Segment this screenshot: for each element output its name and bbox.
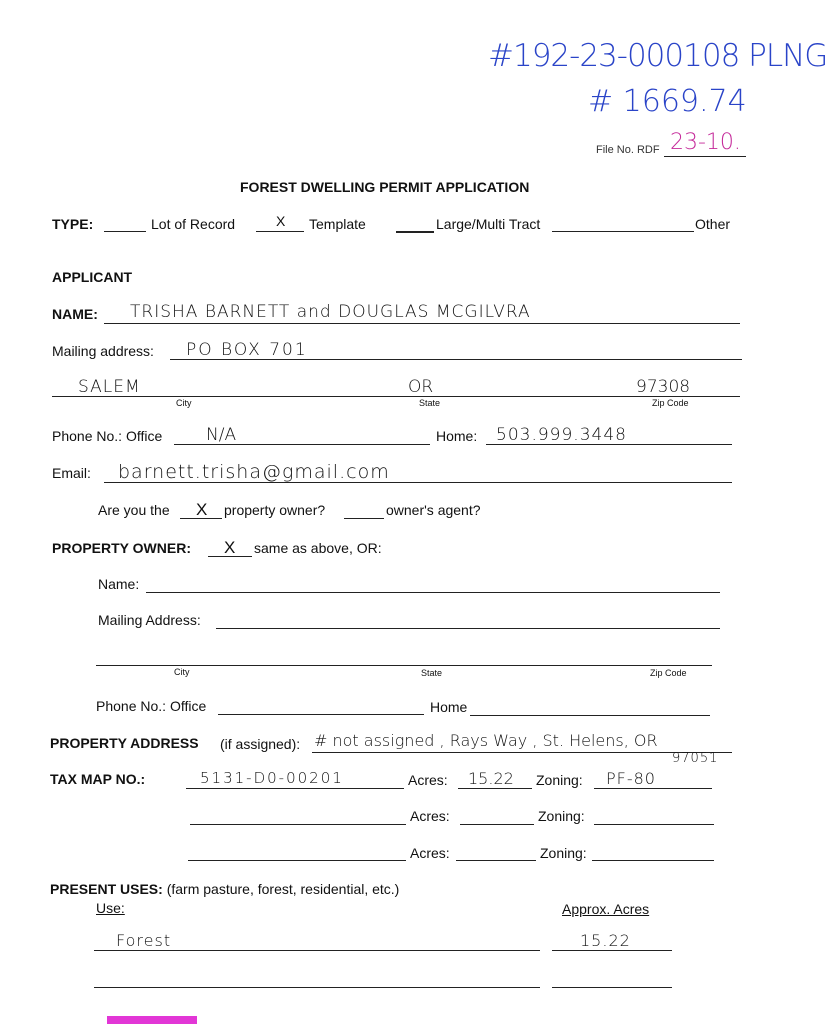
home-phone-label: Home: [436,428,478,444]
owner-state-caption: State [421,668,443,678]
zoning-label-1: Zoning: [536,772,583,788]
applicant-state-value: OR [408,377,434,397]
use-acres-line-2[interactable] [552,987,672,988]
use-line-2[interactable] [94,987,540,988]
template-label: Template [309,216,366,232]
property-address-note: (if assigned): [220,736,301,752]
owner-home-label: Home [430,699,468,715]
lot-of-record-blank[interactable] [104,231,146,232]
file-no-label: File No. RDF [596,144,660,156]
template-blank[interactable] [256,231,304,232]
owners-agent-blank[interactable] [344,518,384,519]
acres-line-2[interactable] [460,824,534,825]
large-multi-label: Large/Multi Tract [436,216,541,232]
use-column-label: Use: [96,900,125,916]
zoning-line-3[interactable] [592,860,714,861]
owners-agent-question: owner's agent? [386,502,481,518]
zoning-label-2: Zoning: [538,808,585,824]
highlight-mark [107,1016,197,1024]
zip-caption: Zip Code [652,398,689,408]
owner-city-state-zip-line[interactable] [96,665,712,666]
applicant-zip-value: 97308 [636,377,691,397]
acres-line-3[interactable] [456,860,536,861]
applicant-name-label: NAME: [52,306,98,322]
page-title: FOREST DWELLING PERMIT APPLICATION [240,179,530,195]
tax-map-line-3[interactable] [188,860,406,861]
present-uses-note: (farm pasture, forest, residential, etc.) [166,881,400,897]
tax-map-value-1: 5131-D0-00201 [200,769,344,787]
property-owner-question: property owner? [224,502,326,518]
property-address-value: # not assigned , Rays Way , St. Helens, OR [314,731,658,750]
applicant-name-value: TRISHA BARNETT and DOUGLAS MCGILVRA [130,302,531,322]
tax-map-label: TAX MAP NO.: [50,771,146,787]
present-uses-heading: PRESENT USES: [50,881,163,897]
same-as-above-label: same as above, OR: [254,540,382,556]
city-caption: City [176,398,192,408]
property-address-line[interactable] [312,752,732,753]
zoning-label-3: Zoning: [540,845,587,861]
phone-office-label: Phone No.: Office [52,428,163,444]
owner-home-line[interactable] [470,715,710,716]
mailing-address-value: PO BOX 701 [186,340,308,360]
property-owner-check-mark: X [196,500,208,519]
file-no-line [664,156,746,157]
approx-acres-column-label: Approx. Acres [562,901,650,917]
zoning-line-2[interactable] [594,824,714,825]
type-label: TYPE: [52,216,94,232]
email-label: Email: [52,465,91,481]
applicant-city-value: SALEM [78,377,141,397]
lot-of-record-label: Lot of Record [151,216,236,232]
file-no-handwritten: 23-10. [670,130,741,155]
owner-city-caption: City [174,667,190,677]
use-acres-value-1: 15.22 [580,931,631,950]
acres-line-1[interactable] [458,788,532,789]
template-check-mark: X [276,213,286,229]
property-owner-heading: PROPERTY OWNER: [52,540,191,556]
use-value-1: Forest [116,931,172,950]
phone-office-value: N/A [206,425,237,445]
owner-zip-caption: Zip Code [650,668,687,678]
zoning-line-1[interactable] [594,788,712,789]
owner-phone-office-label: Phone No.: Office [96,698,207,714]
email-value: barnett.trisha@gmail.com [118,461,390,483]
property-address-heading: PROPERTY ADDRESS [50,735,199,751]
case-number-handwritten: #192-23-000108 PLNG [488,38,827,74]
fee-handwritten: # 1669.74 [588,84,747,119]
acres-label-1: Acres: [408,772,448,788]
applicant-name-line[interactable] [104,323,740,324]
other-label: Other [695,216,731,232]
acres-label-2: Acres: [410,808,450,824]
owner-name-label: Name: [98,576,140,592]
owner-phone-office-line[interactable] [218,714,424,715]
owner-mailing-line[interactable] [216,628,720,629]
tax-map-line-2[interactable] [190,824,406,825]
acres-label-3: Acres: [410,845,450,861]
other-blank[interactable] [552,231,694,232]
applicant-heading: APPLICANT [52,269,133,285]
large-multi-blank[interactable] [396,231,434,233]
home-phone-value: 503.999.3448 [496,425,627,445]
present-uses-heading-row [50,881,399,897]
tax-map-line-1[interactable] [186,788,404,789]
property-address-zip: 97051 [672,751,719,766]
owner-name-line[interactable] [146,592,720,593]
use-line-1[interactable] [94,950,540,951]
use-acres-line-1[interactable] [552,950,672,951]
acres-value-1: 15.22 [468,769,514,788]
are-you-the-label: Are you the [98,502,170,518]
state-caption: State [419,398,441,408]
mailing-address-label: Mailing address: [52,343,154,359]
same-as-above-check-mark: X [224,538,236,557]
zoning-value-1: PF-80 [606,769,656,788]
owner-mailing-label: Mailing Address: [98,612,201,628]
